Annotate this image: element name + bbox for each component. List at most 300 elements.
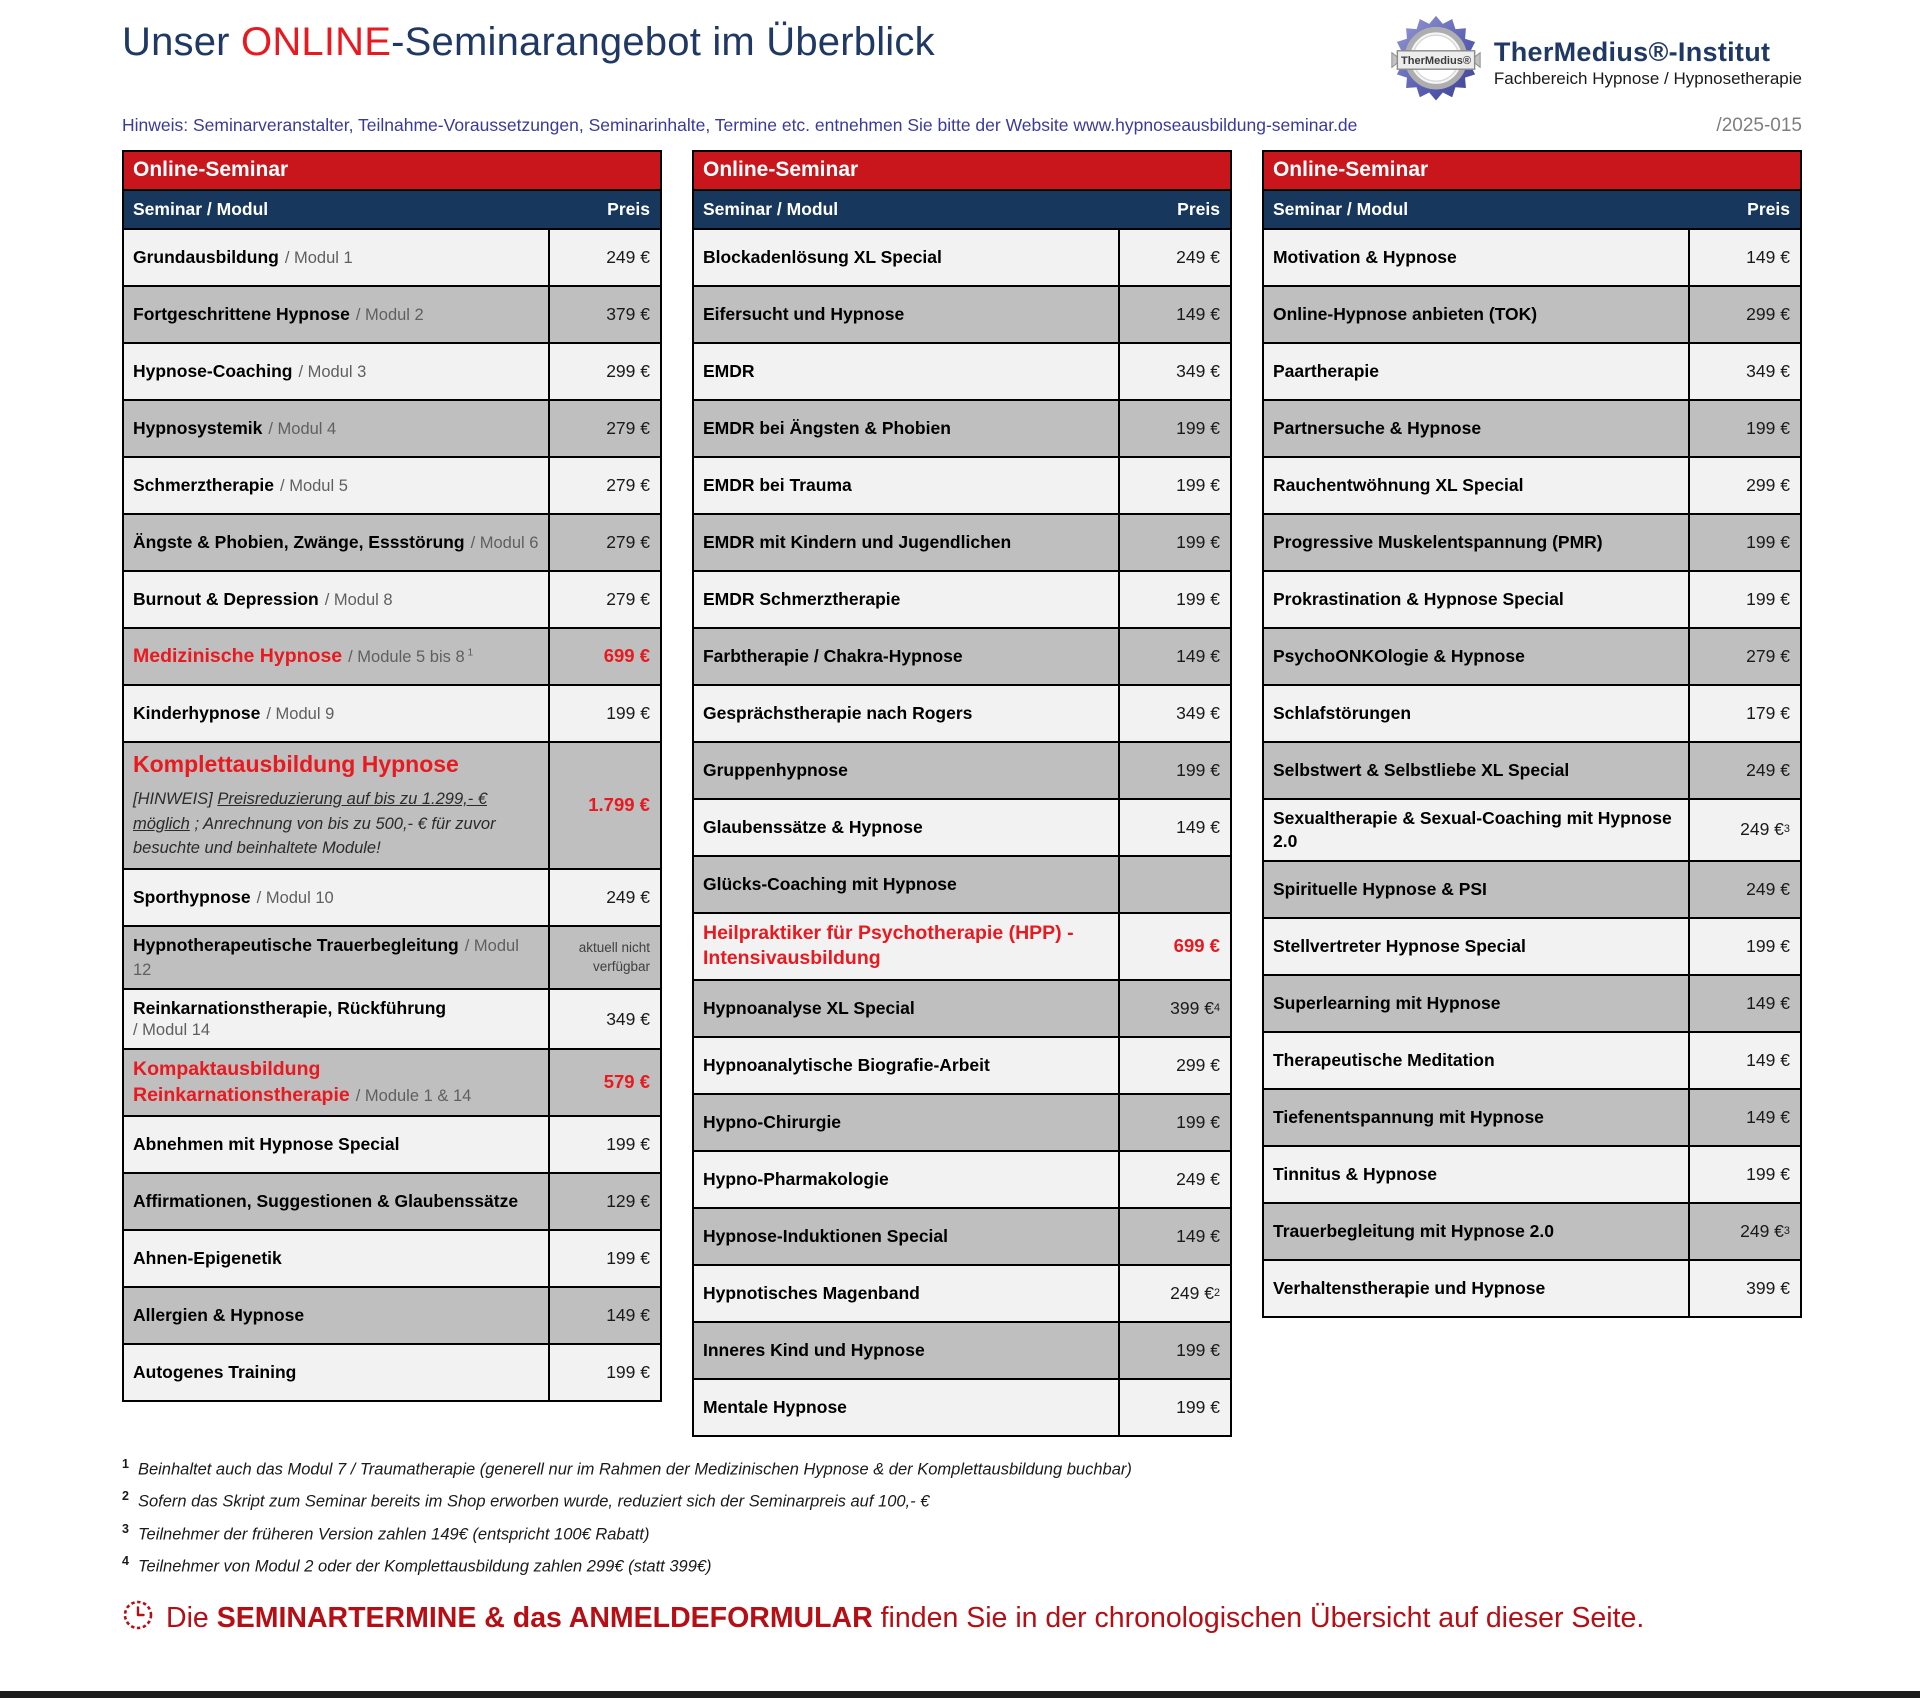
seminar-name-text: Hypno-Chirurgie	[702, 1111, 842, 1132]
price-value: 199 €	[1746, 589, 1790, 609]
seminar-name-text: Inneres Kind und Hypnose	[702, 1339, 925, 1360]
seminar-name-text: Autogenes Training	[133, 1362, 297, 1383]
table-row	[1262, 287, 1802, 344]
seminar-cell	[1264, 686, 1690, 741]
price-cell	[1120, 1209, 1230, 1264]
table-row	[1262, 1147, 1802, 1204]
thermedius-badge-icon	[1390, 14, 1482, 111]
seminar-name-text: Prokrastination & Hypnose Special	[1272, 589, 1564, 610]
seminar-name-text: Hypnose-Coaching	[133, 360, 293, 381]
price-cell	[1120, 344, 1230, 399]
seminar-name	[1273, 417, 1679, 440]
seminar-cell	[1264, 572, 1690, 627]
table-row	[1262, 572, 1802, 629]
column-header-price: Preis	[1747, 199, 1790, 219]
price-cell	[1120, 1323, 1230, 1378]
seminar-name-text: Affirmationen, Suggestionen & Glaubenssätze	[133, 1191, 519, 1212]
table-row	[122, 990, 662, 1050]
table-column-headers	[692, 189, 1232, 230]
table-row	[692, 344, 1232, 401]
price-cell	[1690, 919, 1800, 974]
seminar-name	[133, 934, 539, 981]
module-suffix: / Module 1 & 14	[355, 1086, 472, 1105]
seminar-name-text: Stellvertreter Hypnose Special	[1272, 935, 1526, 956]
seminar-name	[703, 531, 1109, 554]
price-cell	[1120, 629, 1230, 684]
price-value: 349 €	[606, 1008, 650, 1029]
seminar-name-text: Fortgeschrittene Hypnose	[133, 303, 350, 324]
price-cell	[1690, 686, 1800, 741]
clock-icon	[122, 1599, 154, 1639]
column-header-price: Preis	[1177, 199, 1220, 219]
table-row	[1262, 230, 1802, 287]
column-header-seminar: Seminar / Modul	[1272, 199, 1409, 219]
price-cell	[550, 1288, 660, 1343]
seminar-name-text: Spirituelle Hypnose & PSI	[1272, 878, 1487, 899]
price-cell	[1690, 629, 1800, 684]
footnote-marker: 1	[464, 647, 474, 659]
row-note	[133, 787, 539, 861]
seminar-name	[1273, 992, 1679, 1015]
seminar-name-text: Komplettausbildung Hypnose	[133, 751, 459, 777]
module-suffix: / Module 5 bis 8 $^1$	[348, 647, 474, 666]
seminar-name	[703, 921, 1109, 972]
seminar-name-text: Ahnen-Epigenetik	[133, 1248, 282, 1269]
seminar-cell	[694, 458, 1120, 513]
price-value: 299 €	[606, 361, 650, 381]
price-value: 579 €	[603, 1071, 650, 1093]
price-cell	[1120, 287, 1230, 342]
column-header-seminar: Seminar / Modul	[702, 199, 839, 219]
seminar-name-text: Gruppenhypnose	[702, 760, 848, 781]
price-cell	[550, 401, 660, 456]
price-cell	[550, 287, 660, 342]
footnote-text: Teilnehmer von Modul 2 oder der Komplettausbildung zahlen 299€ (statt 399€)	[137, 1557, 712, 1576]
seminar-name-text: Therapeutische Meditation	[1272, 1049, 1495, 1070]
seminar-name-text: Hypnotherapeutische Trauerbegleitung	[133, 935, 459, 956]
price-cell	[1120, 515, 1230, 570]
price-cell	[1120, 1095, 1230, 1150]
price-value: 299 €	[1746, 304, 1790, 324]
price-cell	[550, 572, 660, 627]
price-value: 249 €	[1176, 247, 1220, 267]
seminar-name-text: Hypnotisches Magenband	[702, 1282, 920, 1303]
seminar-name	[703, 1225, 1109, 1248]
seminar-cell	[124, 458, 550, 513]
seminar-name	[1273, 531, 1679, 554]
price-value: 199 €	[606, 1247, 650, 1268]
price-value: 199 €	[1176, 589, 1220, 609]
price-value: 199 €	[1176, 532, 1220, 552]
seminar-cell	[1264, 230, 1690, 285]
price-cell	[550, 458, 660, 513]
seminar-cell	[694, 401, 1120, 456]
seminar-name-text: Gesprächstherapie nach Rogers	[702, 703, 973, 724]
seminar-name	[133, 303, 539, 326]
seminar-name-text: EMDR bei Ängsten & Phobien	[702, 418, 951, 439]
seminar-name-text: Online-Hypnose anbieten (TOK)	[1272, 304, 1538, 325]
table-row	[122, 287, 662, 344]
price-cell	[1120, 1038, 1230, 1093]
seminar-cell	[1264, 1204, 1690, 1259]
seminar-cell	[124, 287, 550, 342]
seminar-name	[1273, 474, 1679, 497]
seminar-cell	[124, 629, 550, 684]
seminar-name-text: Medizinische Hypnose	[133, 644, 343, 667]
seminar-name	[1273, 807, 1679, 853]
seminar-name-text: Sporthypnose	[133, 886, 251, 907]
seminar-name-text: EMDR Schmerztherapie	[702, 589, 901, 610]
price-value: 149 €	[1746, 992, 1790, 1013]
price-value: 199 €	[1176, 475, 1220, 495]
seminar-name-text: Hypnose-Induktionen Special	[702, 1225, 949, 1246]
price-cell	[1690, 458, 1800, 513]
table-row	[1262, 1033, 1802, 1090]
module-suffix: / Modul 4	[268, 419, 337, 438]
seminar-name	[133, 702, 539, 725]
seminar-name-text: Rauchentwöhnung XL Special	[1272, 475, 1524, 496]
seminar-name	[133, 246, 539, 269]
seminar-name-text: Schlafstörungen	[1272, 703, 1412, 724]
seminar-name	[1273, 935, 1679, 958]
seminar-name-text: Trauerbegleitung mit Hypnose 2.0	[1272, 1220, 1555, 1241]
seminar-cell	[694, 914, 1120, 979]
hint-text: Hinweis: Seminarveranstalter, Teilnahme-Voraussetzungen, Seminarinhalte, Termine etc. entnehmen Sie bitte der Website www.hypnoseausbildung-seminar.de	[122, 115, 1358, 135]
price-cell	[1120, 572, 1230, 627]
price-value: 279 €	[1746, 646, 1790, 666]
seminar-cell	[1264, 344, 1690, 399]
seminar-cell	[124, 1174, 550, 1229]
seminar-cell	[694, 1095, 1120, 1150]
footnotes	[122, 1457, 1802, 1577]
seminar-name	[133, 886, 539, 909]
seminar-cell	[694, 1323, 1120, 1378]
table-row	[692, 1323, 1232, 1380]
brand-block	[1390, 14, 1802, 111]
price-cell	[1690, 1033, 1800, 1088]
seminar-cell	[694, 572, 1120, 627]
seminar-name-text: Glücks-Coaching mit Hypnose	[702, 874, 957, 895]
seminar-name	[133, 997, 539, 1041]
price-value: 199 €	[606, 1133, 650, 1154]
module-suffix: / Modul 2	[355, 305, 424, 324]
price-value: 149 €	[1746, 1049, 1790, 1070]
seminar-name	[133, 1190, 539, 1213]
footnote-item	[122, 1554, 1802, 1577]
price-cell	[550, 927, 660, 988]
seminar-cell	[694, 1380, 1120, 1435]
price-value: 199 €	[606, 703, 650, 723]
price-cell	[550, 743, 660, 868]
module-suffix: / Modul 14	[133, 1020, 211, 1039]
seminar-name	[1273, 645, 1679, 668]
seminar-name	[703, 1339, 1109, 1362]
seminar-cell	[124, 1288, 550, 1343]
seminar-name-text: Hypnoanalyse XL Special	[702, 997, 915, 1018]
seminar-name	[703, 816, 1109, 839]
seminar-name-text: EMDR	[702, 361, 755, 382]
row-note-part: ; Anrechnung von bis zu 500,- € für zuvor besuchte und beinhaltete Module!	[133, 814, 496, 858]
seminar-name	[703, 1054, 1109, 1077]
price-value: 199 €	[1746, 532, 1790, 552]
table-row	[122, 230, 662, 287]
table-row	[692, 914, 1232, 981]
price-value: 199 €	[1746, 418, 1790, 438]
price-cell	[1690, 1090, 1800, 1145]
table-title: Online-Seminar	[1262, 150, 1802, 189]
seminar-cell	[124, 990, 550, 1048]
seminar-name	[1273, 759, 1679, 782]
version-number: /2025-015	[1716, 115, 1802, 136]
seminar-name	[703, 645, 1109, 668]
price-value: 279 €	[606, 532, 650, 552]
price-value: 149 €	[1176, 817, 1220, 837]
seminar-name	[703, 1168, 1109, 1191]
seminar-name	[133, 644, 539, 669]
table-row	[692, 1038, 1232, 1095]
seminar-cell	[1264, 743, 1690, 798]
page-title	[122, 14, 935, 65]
footnote-item	[122, 1457, 1802, 1480]
table-row	[122, 1231, 662, 1288]
table-row	[1262, 1204, 1802, 1261]
seminar-name	[703, 873, 1109, 896]
seminar-cell	[124, 927, 550, 988]
price-cell	[550, 990, 660, 1048]
row-note-part: Preisreduzierung auf bis zu 1.299,- € möglich	[133, 789, 487, 833]
price-value: 249 €	[1746, 878, 1790, 899]
seminar-cell	[124, 230, 550, 285]
table-row	[122, 1174, 662, 1231]
price-value: 179 €	[1746, 703, 1790, 723]
seminar-table	[122, 150, 662, 1402]
seminar-cell	[1264, 458, 1690, 513]
table-row	[122, 686, 662, 743]
footnote-item	[122, 1489, 1802, 1512]
seminar-name	[133, 531, 539, 554]
seminar-name-text: Reinkarnationstherapie, Rückführung	[133, 998, 447, 1019]
seminar-name	[133, 1304, 539, 1327]
price-value: 249 €	[1740, 819, 1784, 840]
price-value: 249 €	[1740, 1220, 1784, 1241]
table-row	[122, 629, 662, 686]
seminar-name	[703, 474, 1109, 497]
seminar-cell	[124, 870, 550, 925]
seminar-cell	[1264, 919, 1690, 974]
table-row	[122, 515, 662, 572]
seminar-name-text: Sexualtherapie & Sexual-Coaching mit Hypnose 2.0	[1272, 808, 1672, 851]
price-value: 199 €	[1746, 1163, 1790, 1184]
seminar-name-text: PsychoONKOlogie & Hypnose	[1272, 646, 1525, 667]
footnote-item	[122, 1522, 1802, 1545]
price-value: 349 €	[1176, 703, 1220, 723]
seminar-cell	[1264, 401, 1690, 456]
seminar-name	[703, 702, 1109, 725]
table-row	[122, 870, 662, 927]
seminar-name	[1273, 360, 1679, 383]
seminar-cell	[694, 981, 1120, 1036]
module-suffix: / Modul 1	[284, 248, 353, 267]
price-value: 399 €	[1746, 1277, 1790, 1298]
seminar-cell	[1264, 1033, 1690, 1088]
table-row	[1262, 862, 1802, 919]
price-cell	[550, 344, 660, 399]
price-value: 279 €	[606, 418, 650, 438]
footer-suffix: finden Sie in der chronologischen Übersicht auf dieser Seite.	[872, 1602, 1645, 1635]
seminar-name	[1273, 246, 1679, 269]
price-value: 249 €	[1170, 1282, 1214, 1303]
table-row	[1262, 919, 1802, 976]
table-row	[692, 981, 1232, 1038]
seminar-name-text: EMDR bei Trauma	[702, 475, 852, 496]
price-cell	[1120, 743, 1230, 798]
table-row	[1262, 1261, 1802, 1318]
seminar-name-text: Abnehmen mit Hypnose Special	[133, 1134, 400, 1155]
seminar-name	[1273, 1277, 1679, 1300]
tables-row	[122, 150, 1802, 1437]
module-suffix: / Modul 6	[470, 533, 539, 552]
price-value: 249 €	[606, 887, 650, 908]
seminar-name	[1273, 1049, 1679, 1072]
seminar-cell	[1264, 629, 1690, 684]
seminar-name-text: Blockadenlösung XL Special	[702, 247, 942, 268]
price-value: 129 €	[606, 1190, 650, 1211]
price-cell	[550, 1050, 660, 1115]
price-cell	[1690, 287, 1800, 342]
table-row	[1262, 686, 1802, 743]
price-cell	[1690, 1261, 1800, 1316]
table-row	[122, 1288, 662, 1345]
table-row	[692, 629, 1232, 686]
price-value: 349 €	[1176, 361, 1220, 381]
price-cell	[1120, 914, 1230, 979]
table-row	[692, 515, 1232, 572]
table-row	[122, 458, 662, 515]
seminar-name	[133, 417, 539, 440]
price-value: 149 €	[1746, 247, 1790, 267]
footnote-number: 3	[122, 1521, 129, 1536]
table-row	[692, 287, 1232, 344]
price-value: 199 €	[1176, 1111, 1220, 1132]
price-cell	[550, 515, 660, 570]
institute-name: TherMedius®-Institut	[1493, 36, 1771, 67]
seminar-name-text: Burnout & Depression	[133, 588, 319, 609]
seminar-name-text: Kompaktausbildung Reinkarnationstherapie	[133, 1058, 350, 1106]
seminar-cell	[1264, 515, 1690, 570]
price-value: 199 €	[606, 1361, 650, 1382]
seminar-name-text: EMDR mit Kindern und Jugendlichen	[702, 532, 1012, 553]
table-row	[1262, 800, 1802, 862]
table-row	[692, 1266, 1232, 1323]
brand-text	[1494, 37, 1802, 89]
footnote-marker: 2	[1213, 1286, 1220, 1299]
price-cell	[1690, 743, 1800, 798]
seminar-cell	[124, 344, 550, 399]
seminar-name	[703, 246, 1109, 269]
price-value: 199 €	[1176, 760, 1220, 780]
price-value: 1.799 €	[588, 794, 650, 816]
badge-label: TherMedius®	[1400, 55, 1471, 68]
price-cell	[1690, 1147, 1800, 1202]
price-cell	[1690, 976, 1800, 1031]
footnote-number: 2	[122, 1489, 129, 1504]
seminar-cell	[124, 1050, 550, 1115]
seminar-cell	[694, 629, 1120, 684]
table-row	[692, 401, 1232, 458]
price-value: 149 €	[606, 1304, 650, 1325]
table-row	[122, 743, 662, 870]
price-cell	[550, 1231, 660, 1286]
seminar-cell	[1264, 1261, 1690, 1316]
table-row	[1262, 743, 1802, 800]
seminar-cell	[694, 1152, 1120, 1207]
seminar-name-text: Glaubenssätze & Hypnose	[702, 817, 923, 838]
seminar-cell	[694, 287, 1120, 342]
seminar-table	[1262, 150, 1802, 1318]
price-cell	[1120, 686, 1230, 741]
table-column-headers	[1262, 189, 1802, 230]
seminar-cell	[694, 857, 1120, 912]
seminar-name	[1273, 303, 1679, 326]
table-row	[692, 1095, 1232, 1152]
seminar-name-text: Ängste & Phobien, Zwänge, Essstörung	[133, 531, 465, 552]
price-cell	[1690, 401, 1800, 456]
price-cell	[1120, 857, 1230, 912]
seminar-name-text: Schmerztherapie	[133, 474, 275, 495]
footer-bold: SEMINARTERMINE & das ANMELDEFORMULAR	[216, 1602, 873, 1635]
table-row	[692, 857, 1232, 914]
seminar-cell	[694, 515, 1120, 570]
price-value: 149 €	[1176, 646, 1220, 666]
seminar-name	[1273, 1163, 1679, 1186]
table-row	[1262, 629, 1802, 686]
seminar-cell	[124, 1345, 550, 1400]
price-value: aktuell nicht verfügbar	[578, 940, 650, 974]
title-suffix: -Seminarangebot im Überblick	[391, 20, 935, 64]
price-cell	[1690, 862, 1800, 917]
price-cell	[1690, 515, 1800, 570]
footnote-text: Teilnehmer der früheren Version zahlen 149€ (entspricht 100€ Rabatt)	[137, 1525, 650, 1544]
seminar-cell	[124, 743, 550, 868]
table-row	[692, 458, 1232, 515]
seminar-table	[692, 150, 1232, 1437]
table-row	[692, 1380, 1232, 1437]
institute-department: Fachbereich Hypnose / Hypnosetherapie	[1493, 68, 1802, 88]
table-row	[692, 572, 1232, 629]
table-row	[1262, 344, 1802, 401]
footnote-text: Sofern das Skript zum Seminar bereits im Shop erworben wurde, reduziert sich der Seminarpreis auf 100,- €	[137, 1492, 930, 1511]
price-value: 249 €	[1176, 1168, 1220, 1189]
price-value: 399 €	[1170, 997, 1214, 1018]
table-row	[122, 344, 662, 401]
seminar-cell	[1264, 1090, 1690, 1145]
seminar-name	[703, 1111, 1109, 1134]
page-header	[122, 0, 1802, 111]
seminar-cell	[1264, 800, 1690, 860]
seminar-cell	[694, 743, 1120, 798]
price-value: 299 €	[1176, 1054, 1220, 1075]
seminar-name-text: Hypnosystemik	[133, 417, 263, 438]
seminar-cell	[694, 1209, 1120, 1264]
table-row	[1262, 515, 1802, 572]
price-value: 349 €	[1746, 361, 1790, 381]
footnote-text: Beinhaltet auch das Modul 7 / Traumatherapie (generell nur im Rahmen der Medizinischen Hypnose & der Komplettausbildung buchbar)	[137, 1460, 1132, 1479]
table-row	[122, 927, 662, 990]
seminar-name-text: Hypnoanalytische Biografie-Arbeit	[702, 1054, 990, 1075]
price-cell	[550, 629, 660, 684]
seminar-name-text: Progressive Muskelentspannung (PMR)	[1272, 532, 1603, 553]
price-value: 279 €	[606, 589, 650, 609]
